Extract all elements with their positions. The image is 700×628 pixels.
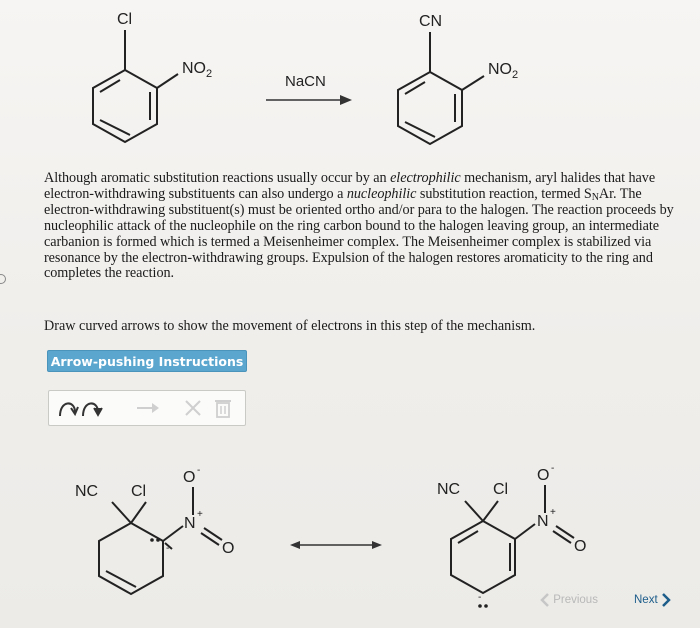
question-paragraph: Although aromatic substitution reactions usually occur by an electrophilic mechanism, aryl halides that have electron-withdrawing substituents can also undergo a nucleophilic substitution reaction, termed $S_NAr$. The electron-withdrawing substituent(s) must be oriented ortho and/or para to the halogen. The reaction proceeds by nucleophilic attack of the nucleophile on the ring carbon bound to the halogen leaving group, an intermediate carbanion is formed which is termed a Meisenheimer complex. The Meisenheimer complex is stabilized via resonance by the electron-withdrawing groups. Expulsion of the halogen restores aromaticity to the ring and completes the reaction. [44, 170, 674, 282]
chevron-left-icon [540, 592, 550, 608]
left-nitrogen-charge: + [197, 509, 203, 520]
next-label: Next [634, 594, 658, 606]
right-carbanion-charge: - [478, 592, 482, 603]
reaction-arrow [266, 95, 352, 105]
left-lone-pair-dots [150, 538, 160, 542]
product-benzene-ring [398, 72, 462, 144]
reactant-side-substituent: $NO_2$ [182, 60, 213, 80]
product-side-substituent: $NO_2$ [488, 61, 519, 81]
reaction-scheme [0, 0, 700, 170]
reactant-top-substituent: Cl [117, 11, 133, 28]
arrow-pushing-instructions-button[interactable]: Arrow-pushing Instructions [47, 350, 247, 372]
electron-pair-arrow-icon[interactable] [79, 396, 105, 420]
product-molecule [398, 32, 484, 144]
drawing-toolbar [48, 390, 246, 426]
right-cl-label: Cl [493, 481, 509, 498]
left-carbanion-charge: - [166, 543, 170, 554]
edge-indicator [0, 274, 6, 284]
trash-icon[interactable] [211, 396, 235, 420]
right-oxygen-bottom: O [574, 538, 587, 555]
left-cl-label: Cl [131, 483, 147, 500]
left-oxygen-top: O [183, 469, 196, 486]
right-nitrogen-charge: + [550, 507, 556, 518]
right-nc-label: NC [437, 481, 461, 498]
arrow-tool-icon[interactable] [133, 396, 163, 420]
reagent-label: NaCN [285, 73, 326, 90]
right-oxygen-charge: - [551, 463, 555, 474]
left-oxygen-bottom: O [222, 540, 235, 557]
next-button[interactable] [634, 590, 684, 610]
chevron-right-icon [661, 592, 671, 608]
single-electron-arrow-icon[interactable] [55, 396, 81, 420]
previous-label: Previous [553, 594, 598, 606]
delete-icon[interactable] [181, 396, 205, 420]
resonance-arrow [290, 541, 382, 549]
right-intermediate-ring [451, 521, 515, 593]
right-oxygen-top: O [537, 467, 550, 484]
previous-button[interactable] [540, 590, 600, 610]
right-lone-pair-dots [478, 604, 488, 608]
question-instruction: Draw curved arrows to show the movement of electrons in this step of the mechanism. [44, 318, 536, 334]
left-nitrogen: N [184, 515, 196, 532]
right-intermediate [437, 463, 586, 608]
left-oxygen-charge: - [197, 465, 201, 476]
left-intermediate [75, 465, 234, 594]
product-top-substituent: CN [419, 13, 443, 30]
left-nc-label: NC [75, 483, 99, 500]
right-nitrogen: N [537, 513, 549, 530]
reactant-molecule [93, 30, 178, 142]
left-intermediate-ring [99, 523, 163, 594]
reactant-benzene-ring [93, 70, 157, 142]
